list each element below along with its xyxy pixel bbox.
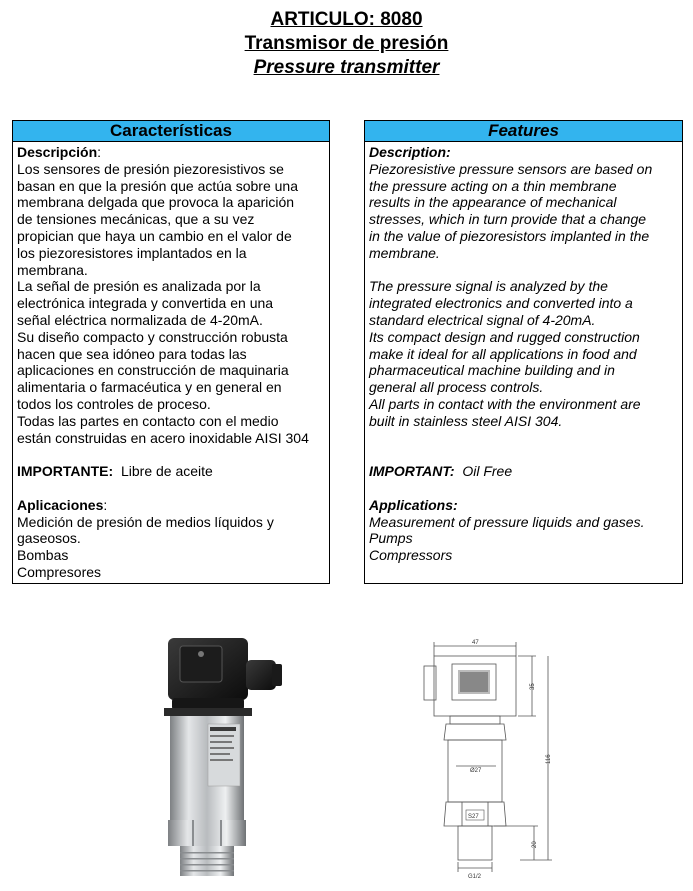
spanish-description-text [17,161,325,447]
text-line: alimentaria o farmacéutica y en general en [17,379,282,396]
english-description-label: Description: [369,144,451,160]
spacer [369,480,678,497]
text-line: Its compact design and rugged construction [369,328,640,345]
spanish-important [17,463,325,480]
document-titles [0,8,693,80]
dim-height-total: 116 [546,754,552,764]
english-box-body [365,142,682,564]
text-line: Los sensores de presión piezoresistivos se [17,160,284,177]
text-line: the pressure acting on a thin membrane [369,177,617,194]
spanish-important-value: Libre de aceite [120,463,213,480]
spacer [369,446,678,463]
spanish-description-label: Descripción [17,144,98,160]
spanish-box-body [13,142,329,581]
article-title: ARTICULO: 8080 [270,9,423,30]
english-box-heading: Features [365,121,682,142]
dim-thread: G1/2 [468,874,482,880]
text-line: La señal de presión es analizada por la [17,278,261,295]
text-line: membrana. [17,261,88,278]
english-description-text [369,161,678,430]
spacer [369,430,678,447]
text-line: The pressure signal is analyzed by the [369,278,608,295]
text-line: hacen que sea idóneo para todas las [17,345,247,362]
dim-diameter-body: Ø27 [470,768,482,774]
text-line: Medición de presión de medios líquidos y [17,513,274,530]
spacer [17,446,325,463]
text-line: de tensiones mecánicas, que a su vez [17,211,255,228]
english-important-value: Oil Free [462,463,513,480]
text-line: Compressors [369,547,453,564]
spanish-title: Transmisor de presión [244,33,449,54]
dimension-drawing [406,636,556,880]
text-line: aplicaciones en construcción de maquinaria [17,362,289,379]
pressure-transmitter-photo [150,632,290,880]
text-line: standard electrical signal of 4-20mA. [369,311,596,328]
text-line: integrated electronics and converted into a [369,295,633,312]
text-line: los piezoresistores implantados en la [17,244,247,261]
text-line: membrana delgada que provoca la aparición [17,194,295,211]
text-line: built in stainless steel AISI 304. [369,412,563,429]
text-line: stresses, which in turn provide that a change [369,211,647,228]
spanish-important-label: IMPORTANTE: [17,463,114,480]
text-line: señal eléctrica normalizada de 4-20mA. [17,311,263,328]
english-important-label: IMPORTANT: [369,463,455,480]
text-line: results in the appearance of mechanical [369,194,617,211]
text-line: Bombas [17,547,69,564]
text-line: todos los controles de proceso. [17,395,211,412]
text-line: Su diseño compacto y construcción robusta [17,328,288,345]
text-line: electrónica integrada y convertida en una [17,295,274,312]
text-line: Pumps [369,530,413,547]
text-line: propician que haya un cambio en el valor de [17,227,292,244]
text-line: Todas las partes en contacto con el medio [17,412,279,429]
text-line: gaseosos. [17,530,81,547]
text-line: Measurement of pressure liquids and gases. [369,513,645,530]
text-line: basan en que la presión que actúa sobre una [17,177,298,194]
spanish-features-box [12,120,330,584]
spanish-box-heading: Características [13,121,329,142]
text-line: All parts in contact with the environment are [369,395,641,412]
english-applications-label: Applications: [369,496,458,513]
spanish-description-colon: : [97,144,102,160]
dim-height-head: 35 [530,683,536,690]
spanish-applications-heading [17,497,325,514]
text-line: in the value of piezoresistors implanted in the [369,227,650,244]
english-features-box [364,120,683,584]
text-line: membrane. [369,244,440,261]
english-important [369,463,678,480]
spacer [369,262,678,279]
text-line: general all process controls. [369,379,544,396]
text-line: Piezoresistive pressure sensors are based on [369,160,653,177]
text-line: Compresores [17,563,102,580]
text-line: están construidas en acero inoxidable AISI 304 [17,429,309,446]
spacer [17,480,325,497]
english-title: Pressure transmitter [253,57,440,78]
text-line: pharmaceutical machine building and in [369,362,615,379]
text-line: make it ideal for all applications in food and [369,345,637,362]
spanish-applications-label: Aplicaciones [17,496,104,513]
dim-hex: S27 [468,814,479,820]
dim-width-top: 47 [472,640,479,646]
spanish-applications-colon: : [103,496,108,513]
spanish-description-heading [17,144,325,161]
dim-height-thread: 20 [532,841,538,848]
